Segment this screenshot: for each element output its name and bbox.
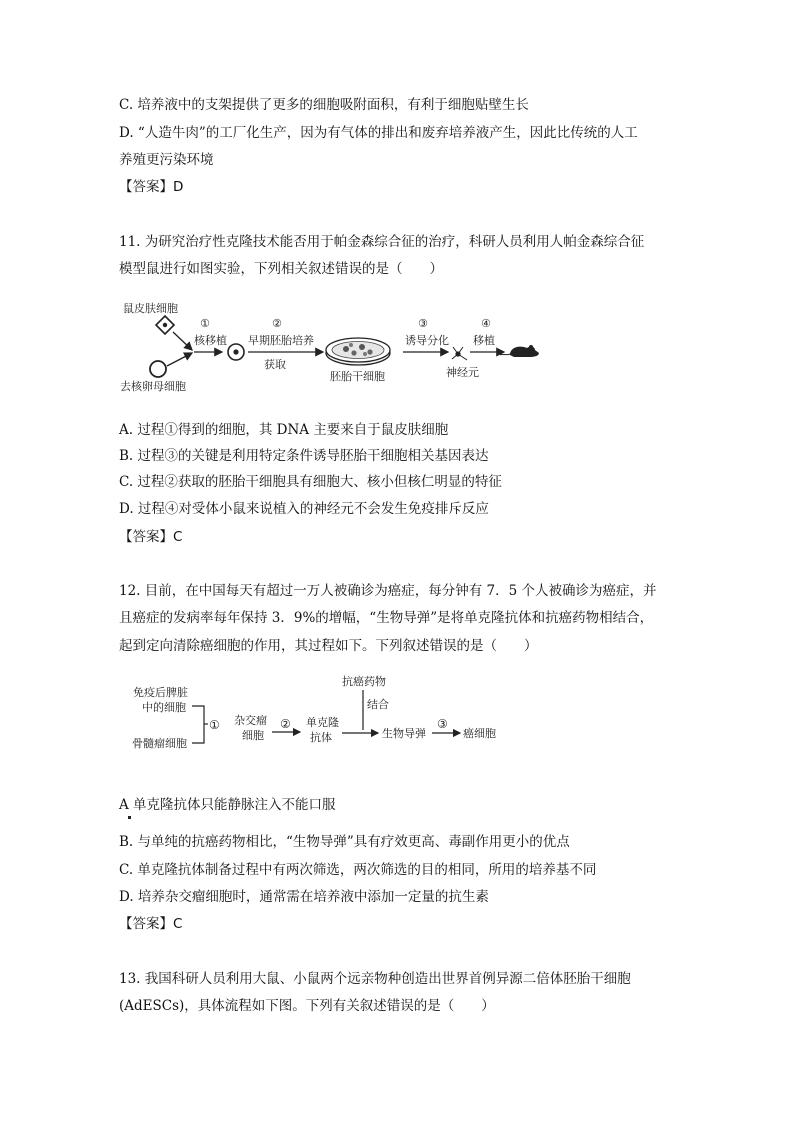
q11-stem-cont: 模型鼠进行如图实验，下列相关叙述错误的是（ ） [119, 261, 443, 277]
q10-option-d: D. “人造牛肉”的工厂化生产，因为有气体的排出和废弃培养液产生，因此比传统的人工 [119, 125, 638, 141]
myeloma-label: 骨髓瘤细胞 [132, 737, 187, 750]
hybridoma-label-cont: 细胞 [242, 729, 264, 742]
q12-step1-number: ① [209, 718, 220, 732]
spleen-cells-label: 免疫后脾脏 [133, 686, 188, 699]
q12-stem: 12. 目前，在中国每天有超过一万人被确诊为癌症，每分钟有 7．5 个人被确诊为癌症，并 [119, 583, 657, 599]
neuron-icon [452, 347, 467, 360]
step2-label: 早期胚胎培养 [248, 334, 314, 347]
stray-dot [128, 816, 131, 819]
cancer-cell-label: 癌细胞 [463, 727, 496, 740]
q13-stem-cont: (AdESCs)，具体流程如下图。下列有关叙述错误的是（ ） [119, 998, 495, 1014]
arrow-oocyte [167, 353, 192, 366]
q11-figure [118, 298, 558, 393]
mab-label: 单克隆 [306, 716, 339, 729]
q12-step3-number: ③ [437, 717, 448, 731]
q11-stem: 11. 为研究治疗性克隆技术能否用于帕金森综合征的治疗，科研人员利用人帕金森综合征 [119, 234, 645, 250]
reconstructed-cell-icon [228, 344, 244, 360]
q11-answer: 【答案】C [119, 529, 183, 545]
merge-bracket [192, 706, 204, 743]
step4-label: 移植 [473, 334, 495, 347]
q11-option-a: A. 过程①得到的细胞，其 DNA 主要来自于鼠皮肤细胞 [119, 422, 449, 438]
q11-option-b: B. 过程③的关键是利用特定条件诱导胚胎干细胞相关基因表达 [119, 448, 489, 464]
step1-label: 核移植 [194, 334, 227, 347]
oocyte-label: 去核卵母细胞 [120, 380, 186, 393]
spleen-cells-label-cont: 中的细胞 [142, 701, 186, 714]
q10-answer: 【答案】D [119, 179, 184, 195]
q12-option-b: B. 与单纯的抗癌药物相比，“生物导弹”具有疗效更高、毒副作用更小的优点 [119, 834, 570, 850]
q12-stem-cont: 且癌症的发病率每年保持 3．9%的增幅，“生物导弹”是将单克隆抗体和抗癌药物相结合， [119, 610, 654, 626]
petri-dish-icon [326, 338, 390, 365]
q13-stem: 13. 我国科研人员利用大鼠、小鼠两个远亲物种创造出世界首例异源二倍体胚胎干细胞 [119, 971, 631, 987]
q10-option-c: C. 培养液中的支架提供了更多的细胞吸附面积，有利于细胞贴壁生长 [119, 97, 529, 113]
arrow-skin [173, 332, 192, 350]
q11-option-d: D. 过程④对受体小鼠来说植入的神经元不会发生免疫排斥反应 [119, 501, 489, 517]
q12-figure [120, 672, 520, 762]
skin-cell-icon [156, 316, 174, 334]
mouse-icon [500, 345, 539, 357]
oocyte-icon [150, 361, 166, 377]
step2-sub-label: 获取 [264, 358, 286, 371]
skin-cell-label: 鼠皮肤细胞 [123, 302, 178, 315]
step3-number: ③ [418, 317, 428, 330]
missile-label: 生物导弹 [382, 727, 426, 740]
q12-option-c: C. 单克隆抗体制备过程中有两次筛选，两次筛选的目的相同，所用的培养基不同 [119, 862, 597, 878]
step3-label: 诱导分化 [405, 334, 449, 347]
hybridoma-label: 杂交瘤 [234, 714, 267, 727]
drug-label: 抗癌药物 [342, 675, 386, 688]
q12-stem-cont2: 起到定向清除癌细胞的作用，其过程如下。下列叙述错误的是（ ） [119, 638, 538, 654]
q12-option-d: D. 培养杂交瘤细胞时，通常需在培养液中添加一定量的抗生素 [119, 889, 489, 905]
q11-option-c: C. 过程②获取的胚胎干细胞具有细胞大、核小但核仁明显的特征 [119, 474, 502, 490]
q12-answer: 【答案】C [119, 916, 183, 932]
q10-option-d-cont: 养殖更污染环境 [119, 152, 214, 168]
combine-label: 结合 [367, 698, 389, 711]
q12-step2-number: ② [280, 717, 291, 731]
dish-label: 胚胎干细胞 [330, 370, 385, 383]
step1-number: ① [200, 317, 210, 330]
q12-option-a: A 单克隆抗体只能静脉注入不能口服 [119, 797, 336, 813]
mab-label-cont: 抗体 [310, 731, 332, 744]
neuron-label: 神经元 [446, 366, 479, 379]
step2-number: ② [272, 317, 282, 330]
step4-number: ④ [481, 317, 491, 330]
